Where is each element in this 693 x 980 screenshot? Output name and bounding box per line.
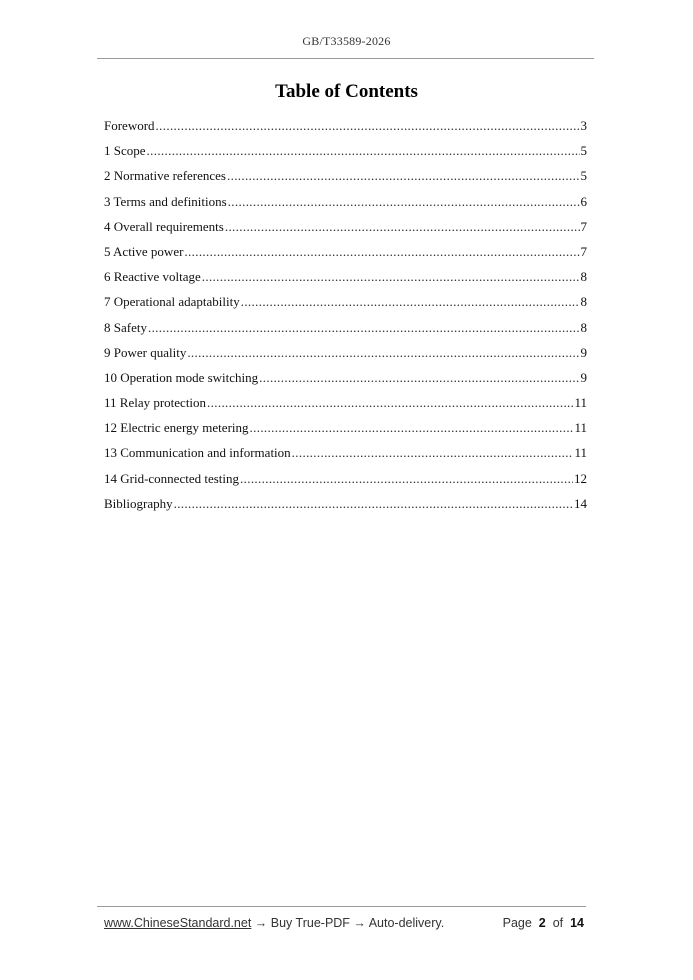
page-title: Table of Contents [275, 81, 418, 102]
toc-entry-label: 5 Active power [104, 243, 184, 259]
toc-entry-page: 8 [580, 269, 587, 285]
toc-dot-leader [228, 194, 580, 210]
table-of-contents [104, 118, 587, 521]
toc-entry[interactable] [104, 269, 587, 294]
toc-entry-page: 7 [580, 243, 587, 259]
toc-entry-label: Bibliography [104, 495, 173, 511]
toc-entry[interactable] [104, 395, 587, 420]
page-word: Page [502, 916, 532, 930]
current-page-number: 2 [538, 916, 546, 930]
toc-dot-leader [227, 168, 580, 184]
toc-entry-label: 3 Terms and definitions [104, 193, 227, 209]
toc-entry-page: 5 [580, 168, 587, 184]
site-link[interactable]: www.ChineseStandard.net [104, 916, 252, 930]
toc-entry-label: 1 Scope [104, 143, 146, 159]
toc-dot-leader [147, 143, 580, 159]
running-header: GB/T33589-2026 [302, 34, 391, 48]
toc-entry-page: 3 [580, 118, 587, 133]
toc-entry-page: 9 [580, 369, 587, 385]
toc-dot-leader [250, 420, 574, 436]
toc-entry-page: 14 [574, 495, 587, 511]
toc-dot-leader [259, 370, 579, 386]
toc-entry-label: 12 Electric energy metering [104, 420, 249, 436]
toc-dot-leader [207, 395, 573, 411]
toc-entry-page: 11 [574, 395, 587, 411]
toc-entry[interactable] [104, 320, 587, 345]
toc-entry-label: 2 Normative references [104, 168, 226, 184]
toc-entry-label: 6 Reactive voltage [104, 269, 201, 285]
toc-entry[interactable] [104, 471, 587, 496]
toc-entry[interactable] [104, 244, 587, 269]
total-pages-number: 14 [570, 916, 584, 930]
toc-entry-page: 11 [574, 420, 587, 436]
header-divider [97, 58, 594, 59]
toc-entry-page: 5 [580, 143, 587, 159]
toc-entry-page: 8 [580, 294, 587, 310]
toc-dot-leader [184, 244, 579, 260]
toc-entry-page: 6 [580, 193, 587, 209]
toc-entry[interactable] [104, 219, 587, 244]
toc-entry-label: 11 Relay protection [104, 395, 207, 411]
toc-dot-leader [241, 294, 580, 310]
toc-entry-page: 8 [580, 319, 587, 335]
toc-entry[interactable] [104, 194, 587, 219]
footer-promo-text: → Buy True-PDF → Auto-delivery. [251, 916, 445, 930]
toc-entry[interactable] [104, 445, 587, 470]
toc-dot-leader [225, 219, 580, 235]
of-word: of [552, 916, 564, 930]
toc-entry-label: 10 Operation mode switching [104, 369, 259, 385]
toc-dot-leader [292, 445, 574, 461]
toc-entry-label: 13 Communication and information [104, 445, 291, 461]
toc-entry[interactable] [104, 294, 587, 319]
toc-entry-label: 9 Power quality [104, 344, 187, 360]
toc-entry[interactable] [104, 345, 587, 370]
toc-dot-leader [202, 269, 580, 285]
toc-entry[interactable] [104, 420, 587, 445]
footer-divider [97, 906, 586, 907]
toc-dot-leader [156, 118, 580, 134]
toc-entry-label: Foreword [104, 118, 155, 133]
footer-promo [104, 916, 444, 930]
toc-entry-label: 4 Overall requirements [104, 218, 224, 234]
toc-dot-leader [187, 345, 579, 361]
toc-entry[interactable] [104, 143, 587, 168]
toc-entry-page: 11 [574, 445, 587, 461]
toc-entry-page: 12 [574, 470, 587, 486]
toc-entry[interactable] [104, 370, 587, 395]
toc-entry-page: 7 [580, 218, 587, 234]
toc-entry[interactable] [104, 496, 587, 521]
toc-dot-leader [148, 320, 580, 336]
toc-dot-leader [240, 471, 573, 487]
toc-entry-page: 9 [580, 344, 587, 360]
toc-entry[interactable] [104, 118, 587, 143]
toc-entry-label: 8 Safety [104, 319, 147, 335]
toc-entry-label: 14 Grid-connected testing [104, 470, 240, 486]
page-counter [503, 916, 584, 930]
toc-entry-label: 7 Operational adaptability [104, 294, 240, 310]
toc-entry[interactable] [104, 168, 587, 193]
toc-dot-leader [174, 496, 573, 512]
